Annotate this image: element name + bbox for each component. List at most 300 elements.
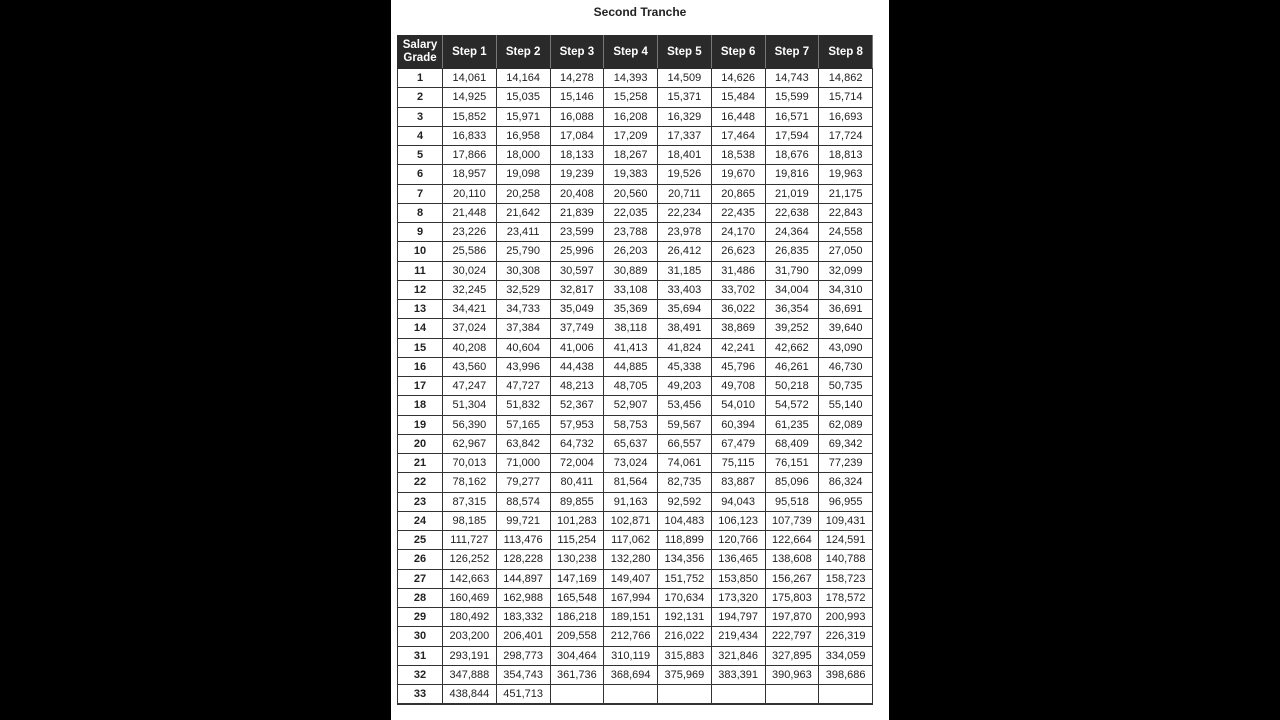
table-row — [398, 473, 873, 492]
salary-cell — [819, 685, 873, 705]
salary-cell: 37,384 — [496, 319, 550, 338]
salary-cell: 122,664 — [765, 531, 819, 550]
table-row — [398, 396, 873, 415]
salary-cell: 23,978 — [658, 223, 712, 242]
salary-cell: 33,108 — [604, 280, 658, 299]
salary-cell: 15,146 — [550, 88, 604, 107]
table-row — [398, 126, 873, 145]
salary-cell: 96,955 — [819, 492, 873, 511]
salary-cell: 22,234 — [658, 203, 712, 222]
salary-cell: 45,796 — [711, 357, 765, 376]
salary-cell: 54,572 — [765, 396, 819, 415]
salary-cell: 73,024 — [604, 454, 658, 473]
salary-cell: 160,469 — [443, 588, 497, 607]
salary-cell: 19,670 — [711, 165, 765, 184]
salary-cell: 15,035 — [496, 88, 550, 107]
salary-cell: 46,261 — [765, 357, 819, 376]
salary-cell: 32,817 — [550, 280, 604, 299]
salary-cell: 62,089 — [819, 415, 873, 434]
salary-cell: 37,024 — [443, 319, 497, 338]
salary-cell: 81,564 — [604, 473, 658, 492]
salary-cell: 197,870 — [765, 608, 819, 627]
salary-cell: 21,019 — [765, 184, 819, 203]
salary-cell: 16,088 — [550, 107, 604, 126]
salary-cell: 41,006 — [550, 338, 604, 357]
salary-cell: 85,096 — [765, 473, 819, 492]
salary-cell: 170,634 — [658, 588, 712, 607]
salary-cell: 33,403 — [658, 280, 712, 299]
table-row — [398, 261, 873, 280]
salary-cell: 15,714 — [819, 88, 873, 107]
salary-cell: 17,724 — [819, 126, 873, 145]
salary-cell: 98,185 — [443, 511, 497, 530]
salary-cell: 20,865 — [711, 184, 765, 203]
salary-cell: 175,803 — [765, 588, 819, 607]
salary-grade-cell: 11 — [398, 261, 443, 280]
salary-cell: 390,963 — [765, 665, 819, 684]
salary-cell: 48,213 — [550, 377, 604, 396]
salary-cell: 16,208 — [604, 107, 658, 126]
salary-cell: 156,267 — [765, 569, 819, 588]
salary-cell: 62,967 — [443, 434, 497, 453]
salary-cell: 58,753 — [604, 415, 658, 434]
table-row — [398, 608, 873, 627]
salary-cell: 14,278 — [550, 69, 604, 88]
salary-cell: 35,049 — [550, 300, 604, 319]
salary-cell: 87,315 — [443, 492, 497, 511]
table-title: Second Tranche — [593, 5, 687, 19]
salary-cell: 34,310 — [819, 280, 873, 299]
salary-cell: 398,686 — [819, 665, 873, 684]
salary-grade-cell: 1 — [398, 69, 443, 88]
salary-grade-cell: 4 — [398, 126, 443, 145]
salary-cell: 19,239 — [550, 165, 604, 184]
salary-grade-cell: 23 — [398, 492, 443, 511]
salary-cell: 293,191 — [443, 646, 497, 665]
salary-cell: 142,663 — [443, 569, 497, 588]
table-row — [398, 300, 873, 319]
salary-cell: 26,412 — [658, 242, 712, 261]
salary-cell: 25,790 — [496, 242, 550, 261]
salary-cell: 37,749 — [550, 319, 604, 338]
salary-cell: 23,226 — [443, 223, 497, 242]
salary-cell: 77,239 — [819, 454, 873, 473]
salary-cell: 92,592 — [658, 492, 712, 511]
salary-cell: 18,957 — [443, 165, 497, 184]
salary-cell: 117,062 — [604, 531, 658, 550]
salary-cell — [658, 685, 712, 705]
salary-cell: 70,013 — [443, 454, 497, 473]
table-row — [398, 146, 873, 165]
salary-cell: 30,597 — [550, 261, 604, 280]
salary-cell: 36,691 — [819, 300, 873, 319]
salary-cell: 111,727 — [443, 531, 497, 550]
salary-cell: 72,004 — [550, 454, 604, 473]
salary-cell: 16,448 — [711, 107, 765, 126]
salary-cell: 315,883 — [658, 646, 712, 665]
salary-cell: 18,538 — [711, 146, 765, 165]
header-step-2: Step 2 — [496, 36, 550, 69]
salary-cell: 43,560 — [443, 357, 497, 376]
table-row — [398, 627, 873, 646]
salary-cell: 52,907 — [604, 396, 658, 415]
salary-cell: 53,456 — [658, 396, 712, 415]
salary-grade-cell: 14 — [398, 319, 443, 338]
salary-cell: 39,640 — [819, 319, 873, 338]
salary-cell: 23,411 — [496, 223, 550, 242]
salary-cell: 34,004 — [765, 280, 819, 299]
salary-grade-cell: 3 — [398, 107, 443, 126]
salary-cell: 56,390 — [443, 415, 497, 434]
salary-cell: 216,022 — [658, 627, 712, 646]
salary-cell: 91,163 — [604, 492, 658, 511]
salary-cell: 22,035 — [604, 203, 658, 222]
salary-cell: 26,835 — [765, 242, 819, 261]
salary-cell: 118,899 — [658, 531, 712, 550]
table-row — [398, 280, 873, 299]
salary-cell: 21,448 — [443, 203, 497, 222]
salary-cell: 82,735 — [658, 473, 712, 492]
salary-cell: 36,354 — [765, 300, 819, 319]
salary-cell: 68,409 — [765, 434, 819, 453]
salary-cell: 189,151 — [604, 608, 658, 627]
salary-cell: 22,638 — [765, 203, 819, 222]
table-row — [398, 665, 873, 684]
salary-grade-cell: 5 — [398, 146, 443, 165]
table-row — [398, 569, 873, 588]
table-row — [398, 434, 873, 453]
salary-cell: 321,846 — [711, 646, 765, 665]
table-row — [398, 357, 873, 376]
salary-cell — [765, 685, 819, 705]
header-step-8: Step 8 — [819, 36, 873, 69]
table-row — [398, 203, 873, 222]
salary-cell: 383,391 — [711, 665, 765, 684]
salary-cell: 24,558 — [819, 223, 873, 242]
table-row — [398, 531, 873, 550]
salary-cell: 17,209 — [604, 126, 658, 145]
salary-cell: 50,218 — [765, 377, 819, 396]
header-step-1: Step 1 — [443, 36, 497, 69]
salary-cell: 27,050 — [819, 242, 873, 261]
salary-cell: 368,694 — [604, 665, 658, 684]
salary-cell: 74,061 — [658, 454, 712, 473]
salary-cell: 16,693 — [819, 107, 873, 126]
salary-cell: 78,162 — [443, 473, 497, 492]
salary-cell: 76,151 — [765, 454, 819, 473]
salary-cell: 44,885 — [604, 357, 658, 376]
salary-cell: 115,254 — [550, 531, 604, 550]
salary-grade-cell: 6 — [398, 165, 443, 184]
salary-cell: 14,862 — [819, 69, 873, 88]
salary-cell: 38,869 — [711, 319, 765, 338]
salary-cell: 15,371 — [658, 88, 712, 107]
salary-cell: 298,773 — [496, 646, 550, 665]
salary-cell: 18,813 — [819, 146, 873, 165]
salary-grade-cell: 17 — [398, 377, 443, 396]
salary-cell: 31,486 — [711, 261, 765, 280]
salary-cell: 47,247 — [443, 377, 497, 396]
salary-grade-cell: 2 — [398, 88, 443, 107]
salary-cell: 20,110 — [443, 184, 497, 203]
salary-cell: 102,871 — [604, 511, 658, 530]
salary-cell: 60,394 — [711, 415, 765, 434]
salary-cell: 304,464 — [550, 646, 604, 665]
salary-grade-cell: 24 — [398, 511, 443, 530]
salary-cell: 69,342 — [819, 434, 873, 453]
salary-grade-cell: 27 — [398, 569, 443, 588]
salary-cell: 24,170 — [711, 223, 765, 242]
salary-cell: 35,369 — [604, 300, 658, 319]
table-row — [398, 550, 873, 569]
table-row — [398, 184, 873, 203]
salary-cell: 31,185 — [658, 261, 712, 280]
salary-cell: 26,203 — [604, 242, 658, 261]
salary-cell: 16,571 — [765, 107, 819, 126]
salary-cell: 35,694 — [658, 300, 712, 319]
table-row — [398, 646, 873, 665]
salary-cell: 14,743 — [765, 69, 819, 88]
table-body — [398, 69, 873, 705]
salary-cell: 25,996 — [550, 242, 604, 261]
salary-cell: 194,797 — [711, 608, 765, 627]
salary-cell: 40,604 — [496, 338, 550, 357]
header-step-4: Step 4 — [604, 36, 658, 69]
salary-cell: 354,743 — [496, 665, 550, 684]
salary-cell: 31,790 — [765, 261, 819, 280]
salary-cell: 34,733 — [496, 300, 550, 319]
salary-cell: 109,431 — [819, 511, 873, 530]
salary-cell: 32,245 — [443, 280, 497, 299]
salary-cell: 57,953 — [550, 415, 604, 434]
table-row — [398, 492, 873, 511]
salary-cell: 101,283 — [550, 511, 604, 530]
salary-cell: 30,308 — [496, 261, 550, 280]
salary-cell: 136,465 — [711, 550, 765, 569]
salary-cell: 51,304 — [443, 396, 497, 415]
salary-cell: 22,843 — [819, 203, 873, 222]
salary-cell: 144,897 — [496, 569, 550, 588]
salary-cell: 19,963 — [819, 165, 873, 184]
salary-grade-cell: 25 — [398, 531, 443, 550]
salary-cell: 57,165 — [496, 415, 550, 434]
salary-cell: 222,797 — [765, 627, 819, 646]
salary-cell: 16,958 — [496, 126, 550, 145]
salary-cell: 43,090 — [819, 338, 873, 357]
salary-cell: 158,723 — [819, 569, 873, 588]
salary-cell: 20,560 — [604, 184, 658, 203]
header-step-6: Step 6 — [711, 36, 765, 69]
salary-cell: 94,043 — [711, 492, 765, 511]
salary-cell: 310,119 — [604, 646, 658, 665]
salary-cell: 165,548 — [550, 588, 604, 607]
salary-cell: 99,721 — [496, 511, 550, 530]
salary-cell — [550, 685, 604, 705]
table-row — [398, 685, 873, 705]
salary-cell: 162,988 — [496, 588, 550, 607]
salary-cell: 178,572 — [819, 588, 873, 607]
salary-cell: 203,200 — [443, 627, 497, 646]
salary-grade-cell: 9 — [398, 223, 443, 242]
salary-cell: 23,599 — [550, 223, 604, 242]
salary-cell: 63,842 — [496, 434, 550, 453]
salary-cell: 130,238 — [550, 550, 604, 569]
salary-cell: 206,401 — [496, 627, 550, 646]
salary-cell: 38,491 — [658, 319, 712, 338]
table-row — [398, 588, 873, 607]
salary-grade-cell: 8 — [398, 203, 443, 222]
salary-grade-cell: 13 — [398, 300, 443, 319]
salary-cell: 30,024 — [443, 261, 497, 280]
salary-cell: 45,338 — [658, 357, 712, 376]
salary-grade-cell: 26 — [398, 550, 443, 569]
salary-cell: 15,971 — [496, 107, 550, 126]
salary-cell: 18,133 — [550, 146, 604, 165]
salary-cell: 36,022 — [711, 300, 765, 319]
table-row — [398, 223, 873, 242]
salary-cell: 113,476 — [496, 531, 550, 550]
salary-grade-cell: 33 — [398, 685, 443, 705]
salary-cell: 14,164 — [496, 69, 550, 88]
salary-cell: 147,169 — [550, 569, 604, 588]
salary-cell: 15,258 — [604, 88, 658, 107]
salary-grade-cell: 12 — [398, 280, 443, 299]
header-salary-grade: Salary Grade — [398, 36, 443, 69]
salary-cell: 55,140 — [819, 396, 873, 415]
salary-cell: 138,608 — [765, 550, 819, 569]
salary-cell: 67,479 — [711, 434, 765, 453]
table-row — [398, 88, 873, 107]
salary-cell: 14,061 — [443, 69, 497, 88]
salary-cell: 71,000 — [496, 454, 550, 473]
table-row — [398, 69, 873, 88]
salary-cell: 17,464 — [711, 126, 765, 145]
salary-cell: 192,131 — [658, 608, 712, 627]
salary-grade-cell: 21 — [398, 454, 443, 473]
salary-cell: 86,324 — [819, 473, 873, 492]
salary-cell: 46,730 — [819, 357, 873, 376]
document-page — [391, 0, 889, 720]
salary-cell: 75,115 — [711, 454, 765, 473]
salary-cell: 24,364 — [765, 223, 819, 242]
salary-cell: 151,752 — [658, 569, 712, 588]
salary-grade-cell: 29 — [398, 608, 443, 627]
salary-cell: 17,084 — [550, 126, 604, 145]
salary-cell: 21,642 — [496, 203, 550, 222]
table-row — [398, 415, 873, 434]
salary-cell: 180,492 — [443, 608, 497, 627]
table-row — [398, 377, 873, 396]
salary-grade-cell: 18 — [398, 396, 443, 415]
salary-cell: 107,739 — [765, 511, 819, 530]
salary-cell: 50,735 — [819, 377, 873, 396]
salary-cell: 186,218 — [550, 608, 604, 627]
salary-cell: 104,483 — [658, 511, 712, 530]
table-row — [398, 511, 873, 530]
salary-cell: 226,319 — [819, 627, 873, 646]
salary-cell: 17,866 — [443, 146, 497, 165]
salary-cell: 20,258 — [496, 184, 550, 203]
salary-cell: 20,408 — [550, 184, 604, 203]
salary-cell: 15,852 — [443, 107, 497, 126]
table-row — [398, 165, 873, 184]
salary-cell: 15,484 — [711, 88, 765, 107]
salary-cell: 18,000 — [496, 146, 550, 165]
table-row — [398, 454, 873, 473]
salary-grade-cell: 20 — [398, 434, 443, 453]
salary-cell: 18,401 — [658, 146, 712, 165]
salary-cell: 39,252 — [765, 319, 819, 338]
salary-cell: 14,509 — [658, 69, 712, 88]
salary-cell: 48,705 — [604, 377, 658, 396]
table-row — [398, 242, 873, 261]
salary-cell: 132,280 — [604, 550, 658, 569]
salary-cell: 44,438 — [550, 357, 604, 376]
salary-cell: 19,526 — [658, 165, 712, 184]
salary-cell: 47,727 — [496, 377, 550, 396]
salary-cell: 21,175 — [819, 184, 873, 203]
salary-grade-cell: 19 — [398, 415, 443, 434]
salary-cell: 18,676 — [765, 146, 819, 165]
salary-cell: 89,855 — [550, 492, 604, 511]
salary-cell: 19,816 — [765, 165, 819, 184]
header-step-7: Step 7 — [765, 36, 819, 69]
salary-cell: 40,208 — [443, 338, 497, 357]
salary-grade-cell: 7 — [398, 184, 443, 203]
salary-cell: 23,788 — [604, 223, 658, 242]
salary-cell: 173,320 — [711, 588, 765, 607]
salary-cell: 21,839 — [550, 203, 604, 222]
salary-cell: 19,098 — [496, 165, 550, 184]
salary-cell: 43,996 — [496, 357, 550, 376]
salary-cell: 49,708 — [711, 377, 765, 396]
table-row — [398, 107, 873, 126]
salary-cell: 80,411 — [550, 473, 604, 492]
salary-cell: 212,766 — [604, 627, 658, 646]
salary-cell — [711, 685, 765, 705]
salary-cell: 66,557 — [658, 434, 712, 453]
header-step-5: Step 5 — [658, 36, 712, 69]
salary-cell: 219,434 — [711, 627, 765, 646]
salary-cell: 54,010 — [711, 396, 765, 415]
salary-cell: 42,241 — [711, 338, 765, 357]
table-row — [398, 319, 873, 338]
salary-cell: 124,591 — [819, 531, 873, 550]
salary-cell: 38,118 — [604, 319, 658, 338]
salary-cell: 126,252 — [443, 550, 497, 569]
salary-table — [397, 35, 873, 705]
salary-cell: 106,123 — [711, 511, 765, 530]
salary-cell — [604, 685, 658, 705]
salary-cell: 438,844 — [443, 685, 497, 705]
salary-cell: 52,367 — [550, 396, 604, 415]
header-step-3: Step 3 — [550, 36, 604, 69]
salary-cell: 361,736 — [550, 665, 604, 684]
salary-grade-cell: 28 — [398, 588, 443, 607]
salary-cell: 51,832 — [496, 396, 550, 415]
salary-cell: 17,594 — [765, 126, 819, 145]
salary-cell: 30,889 — [604, 261, 658, 280]
salary-cell: 41,824 — [658, 338, 712, 357]
salary-cell: 134,356 — [658, 550, 712, 569]
salary-cell: 200,993 — [819, 608, 873, 627]
salary-cell: 120,766 — [711, 531, 765, 550]
salary-cell: 42,662 — [765, 338, 819, 357]
salary-cell: 327,895 — [765, 646, 819, 665]
salary-grade-cell: 15 — [398, 338, 443, 357]
salary-cell: 83,887 — [711, 473, 765, 492]
salary-cell: 140,788 — [819, 550, 873, 569]
